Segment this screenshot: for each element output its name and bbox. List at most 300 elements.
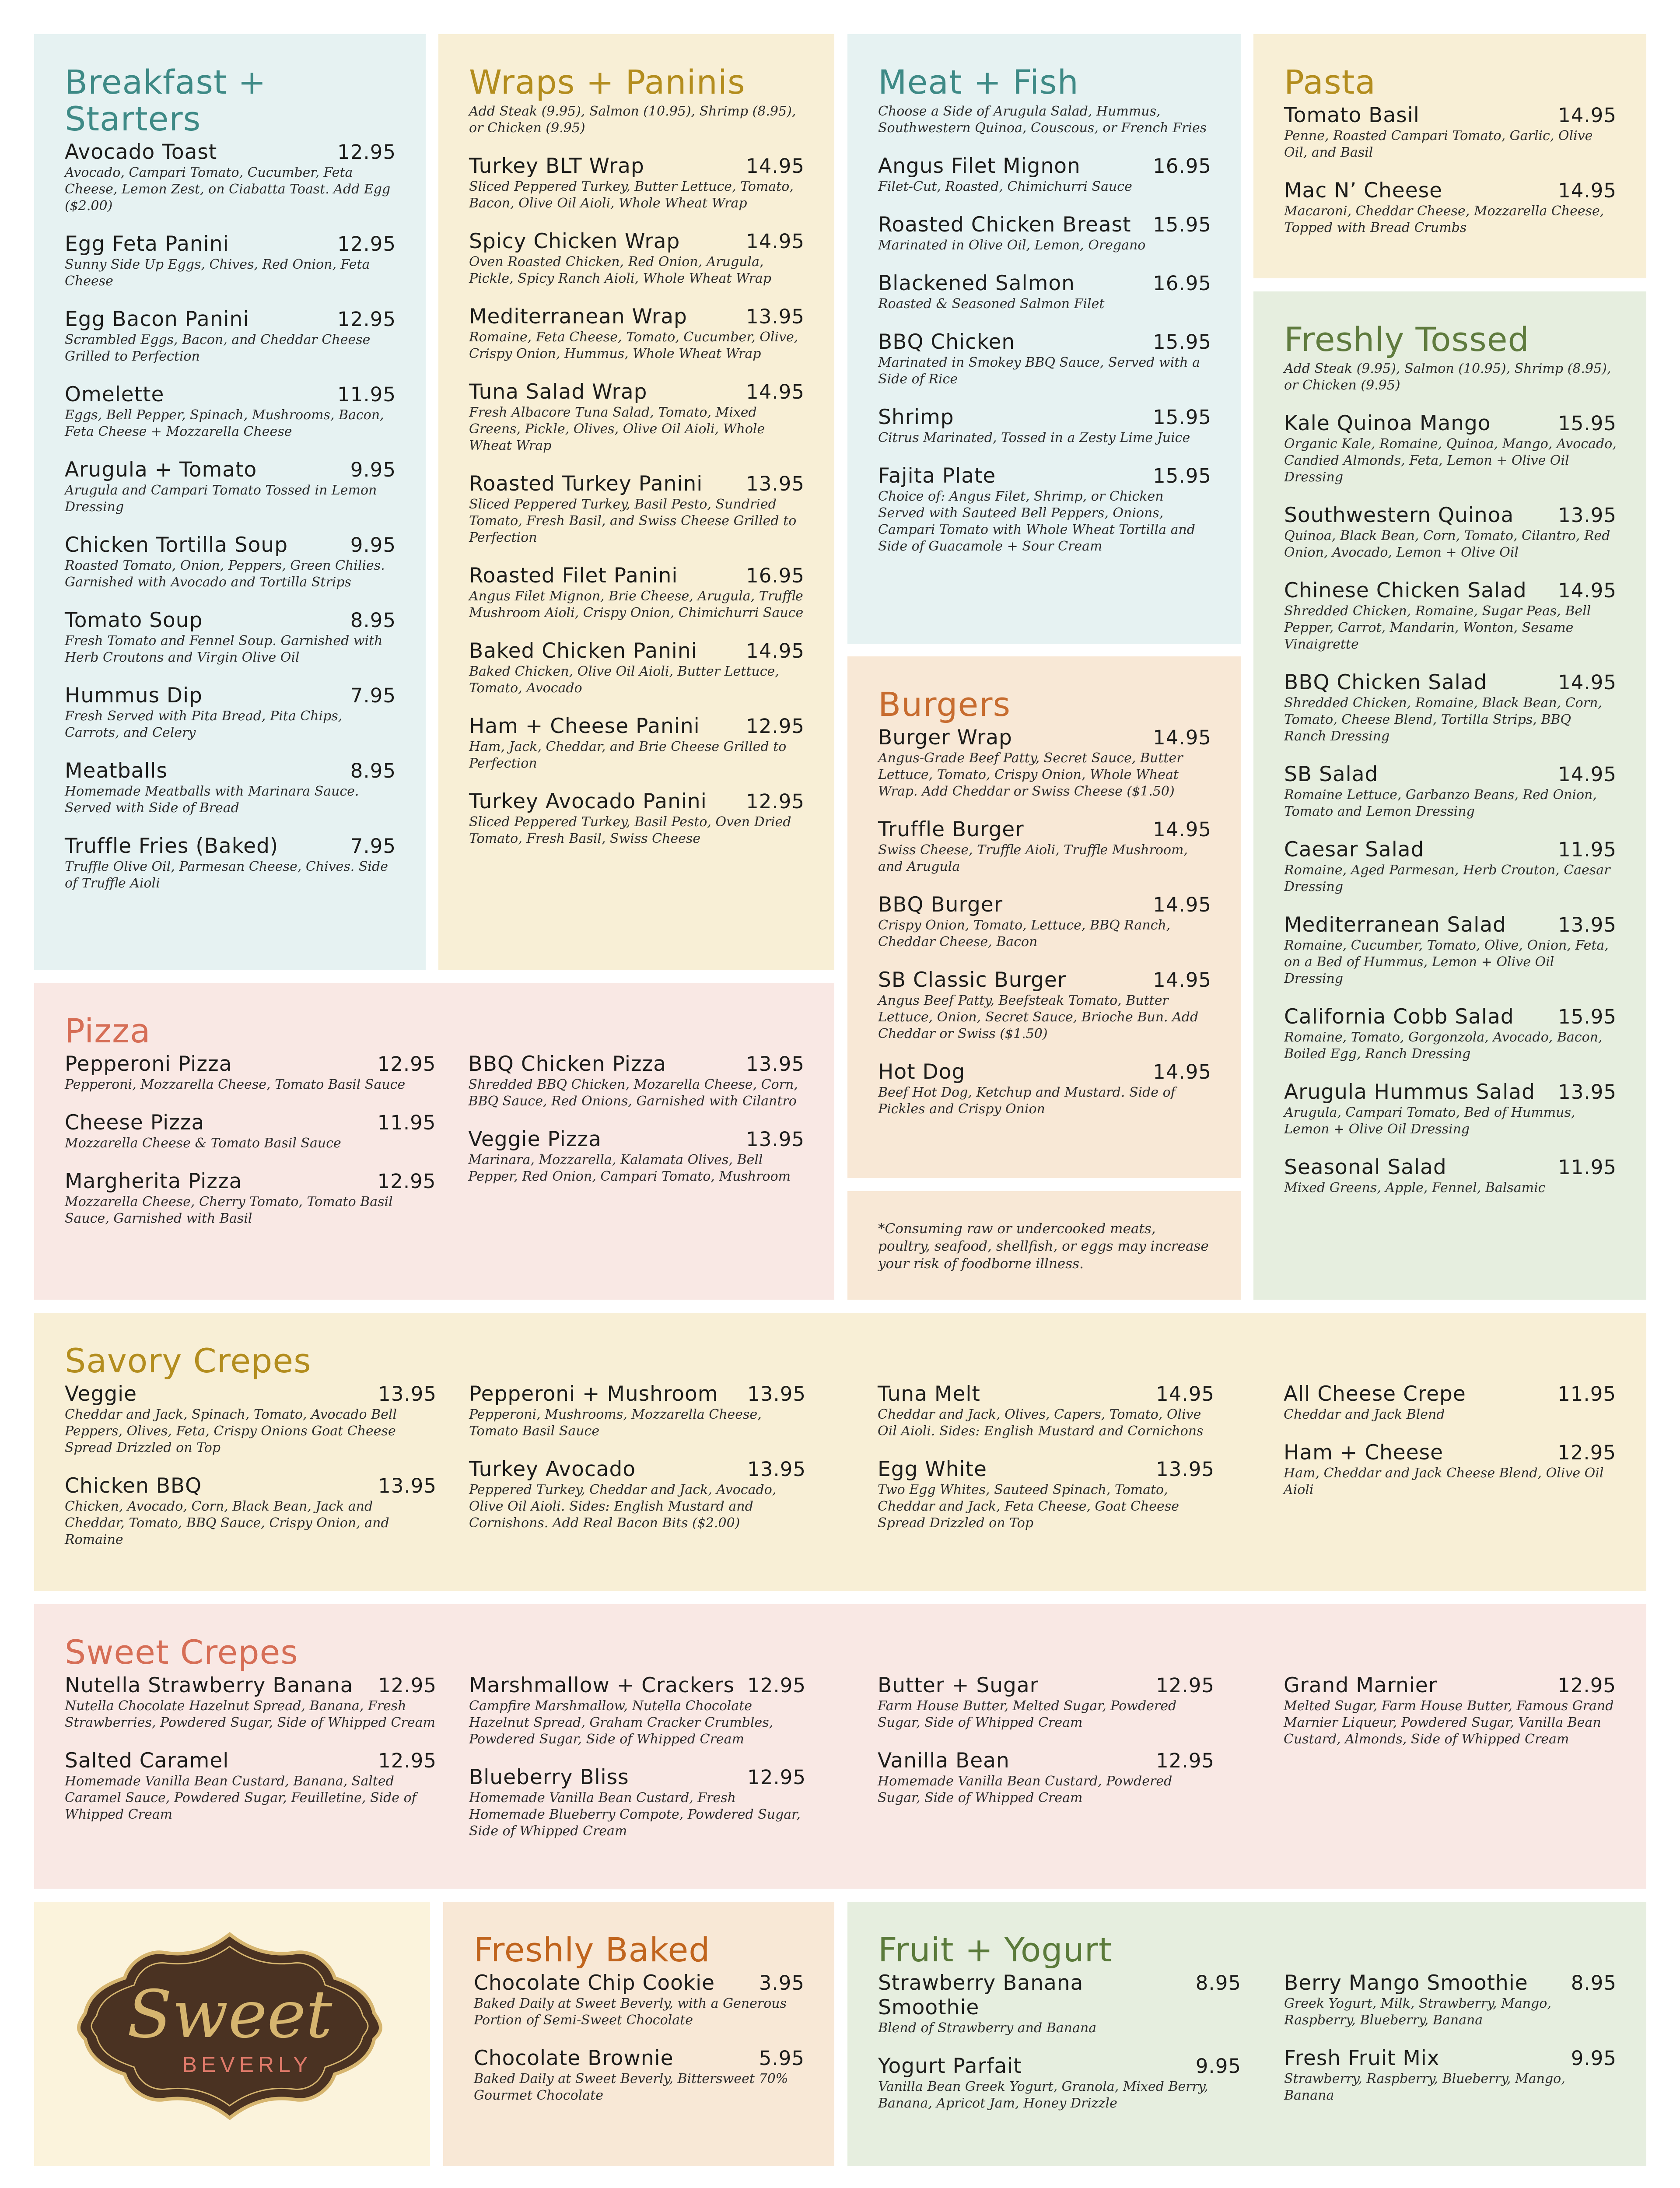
menu-item-description: Ham, Jack, Cheddar, and Brie Cheese Grilled to Perfection (469, 739, 787, 771)
menu-item-header (878, 968, 1211, 992)
menu-item (468, 1127, 805, 1185)
menu-item-header (468, 1127, 805, 1152)
menu-item (878, 2054, 1241, 2112)
menu-item-price: 12.95 (1558, 1674, 1616, 1697)
menu-item-header (878, 2054, 1241, 2079)
menu-item (1284, 579, 1617, 653)
menu-item (65, 684, 396, 741)
menu-item-description: Truffle Olive Oil, Parmesan Cheese, Chives. Side of Truffle Aioli (65, 859, 388, 891)
menu-item (65, 1382, 437, 1456)
menu-item-description: Romaine Lettuce, Garbanzo Beans, Red Onion, Tomato and Lemon Dressing (1284, 787, 1597, 819)
menu-item (878, 154, 1211, 195)
pizza-title: Pizza (65, 1011, 151, 1050)
menu-item (474, 2046, 805, 2104)
menu-item (65, 1749, 437, 1823)
menu-item-description: Nutella Chocolate Hazelnut Spread, Banana, Fresh Strawberries, Powdered Sugar, Side of Whipped Cream (65, 1698, 435, 1730)
menu-item-header (1284, 670, 1617, 695)
menu-item-description: Marinated in Smokey BBQ Sauce, Served with a Side of Rice (878, 355, 1200, 387)
menu-item-description: Cheddar and Jack Blend (1284, 1407, 1445, 1422)
menu-item-name: Omelette (65, 382, 164, 407)
menu-item-description: Mozzarella Cheese & Tomato Basil Sauce (65, 1136, 341, 1151)
menu-item-price: 12.95 (377, 1052, 436, 1076)
menu-item-description: Angus Beef Patty, Beefsteak Tomato, Butter Lettuce, Onion, Secret Sauce, Brioche Bun. Add Cheddar or Swiss ($1.50) (878, 993, 1199, 1041)
menu-item-price: 14.95 (746, 639, 805, 663)
menu-item-name: Shrimp (878, 405, 954, 429)
menu-item-name: BBQ Chicken Pizza (468, 1052, 667, 1076)
menu-item (1284, 2046, 1617, 2104)
menu-item-description: Mozzarella Cheese, Cherry Tomato, Tomato Basil Sauce, Garnished with Basil (65, 1194, 393, 1226)
menu-item-description: Beef Hot Dog, Ketchup and Mustard. Side of Pickles and Crispy Onion (878, 1085, 1176, 1117)
menu-item-price: 14.95 (1153, 1060, 1211, 1083)
menu-item-header (65, 834, 396, 859)
menu-item-price: 14.95 (1153, 968, 1211, 992)
savory-col-3 (878, 1382, 1214, 1566)
menu-item-description: Baked Daily at Sweet Beverly, Bittersweet 70% Gourmet Chocolate (474, 2071, 788, 2103)
menu-item-price: 12.95 (377, 1170, 436, 1193)
menu-item-name: Marshmallow + Crackers (469, 1673, 735, 1697)
sweet-panel (34, 1604, 1646, 1889)
menu-item (469, 1457, 806, 1532)
menu-item-description: Blend of Strawberry and Banana (878, 2020, 1097, 2036)
menu-item-header (1284, 503, 1617, 528)
menu-item-description: Sliced Peppered Turkey, Basil Pesto, Oven Dried Tomato, Fresh Basil, Swiss Cheese (469, 814, 791, 846)
menu-item (65, 1111, 436, 1152)
menu-item (1284, 1441, 1616, 1498)
menu-item-header (469, 229, 805, 254)
menu-item (65, 232, 396, 290)
menu-item (469, 305, 805, 362)
menu-item-name: SB Salad (1284, 762, 1379, 786)
menu-item-header (65, 140, 396, 165)
fruit-columns (878, 1971, 1617, 2129)
menu-item-name: California Cobb Salad (1284, 1005, 1514, 1029)
sweet-col-4 (1284, 1673, 1616, 1857)
menu-item (65, 759, 396, 817)
menu-item-header (65, 533, 396, 558)
savory-columns (65, 1382, 1617, 1566)
menu-item (878, 464, 1211, 555)
menu-item-name: Arugula + Tomato (65, 458, 257, 482)
menu-item-price: 11.95 (337, 383, 396, 406)
menu-item (1284, 103, 1617, 161)
menu-item-header (469, 305, 805, 329)
menu-item (1284, 1005, 1617, 1062)
menu-item-header (1284, 1080, 1617, 1105)
pizza-columns (65, 1052, 805, 1245)
menu-item-header (878, 271, 1211, 296)
menu-item-price: 8.95 (350, 609, 396, 632)
menu-item-description: Sliced Peppered Turkey, Butter Lettuce, Tomato, Bacon, Olive Oil Aioli, Whole Wheat Wrap (469, 179, 794, 211)
menu-item-header (65, 1673, 437, 1698)
savory-title: Savory Crepes (65, 1341, 312, 1380)
menu-item-name: Arugula Hummus Salad (1284, 1080, 1535, 1104)
menu-item (469, 789, 805, 847)
menu-item-price: 14.95 (1558, 671, 1617, 694)
menu-item-name: BBQ Burger (878, 893, 1003, 917)
menu-item (65, 533, 396, 591)
menu-item-header (878, 330, 1211, 354)
menu-item-name: Turkey Avocado Panini (469, 789, 707, 813)
menu-item (65, 1052, 436, 1093)
menu-item-name: Roasted Chicken Breast (878, 213, 1131, 237)
menu-item-name: Roasted Turkey Panini (469, 472, 703, 496)
pizza-col-left (65, 1052, 436, 1245)
menu-item-name: Chicken Tortilla Soup (65, 533, 288, 557)
menu-item-description: Filet-Cut, Roasted, Chimichurri Sauce (878, 179, 1132, 194)
menu-item-name: Chinese Chicken Salad (1284, 579, 1527, 603)
menu-item-header (1284, 913, 1617, 937)
fruit-col-2 (1284, 1971, 1617, 2129)
menu-item-header (468, 1052, 805, 1076)
menu-item-description: Arugula, Campari Tomato, Bed of Hummus, Lemon + Olive Oil Dressing (1284, 1105, 1575, 1137)
menu-item-header (1284, 1971, 1617, 1995)
breakfast-panel (34, 34, 426, 970)
savory-col-4 (1284, 1382, 1616, 1566)
menu-item-description: Sunny Side Up Eggs, Chives, Red Onion, Feta Cheese (65, 257, 370, 289)
menu-item (65, 1474, 437, 1548)
menu-item-name: Seasonal Salad (1284, 1155, 1447, 1179)
menu-item-description: Baked Daily at Sweet Beverly, with a Generous Portion of Semi-Sweet Chocolate (474, 1996, 787, 2028)
menu-item-header (469, 1765, 806, 1790)
menu-item (1284, 1155, 1617, 1196)
menu-item-name: All Cheese Crepe (1284, 1382, 1466, 1406)
menu-item-description: Quinoa, Black Bean, Corn, Tomato, Cilantro, Red Onion, Avocado, Lemon + Olive Oil (1284, 528, 1610, 560)
menu-item-header (474, 2046, 805, 2071)
menu-item (474, 1971, 805, 2029)
menu-item-description: Shredded Chicken, Romaine, Sugar Peas, Bell Pepper, Carrot, Mandarin, Wonton, Sesame Vinaigrette (1284, 603, 1591, 652)
menu-item-header (65, 232, 396, 256)
menu-item-price: 15.95 (1153, 213, 1211, 236)
menu-item-description: Eggs, Bell Pepper, Spinach, Mushrooms, Bacon, Feta Cheese + Mozzarella Cheese (65, 407, 384, 439)
menu-item-price: 15.95 (1153, 464, 1211, 487)
menu-item-price: 7.95 (350, 835, 396, 858)
menu-item-header (1284, 1673, 1616, 1698)
menu-item-price: 8.95 (1195, 1971, 1241, 1995)
menu-item (1284, 411, 1617, 486)
menu-item-price: 9.95 (1571, 2047, 1617, 2070)
menu-item-header (878, 726, 1211, 750)
menu-item-name: Margherita Pizza (65, 1169, 242, 1193)
menu-item-description: Arugula and Campari Tomato Tossed in Lemon Dressing (65, 483, 377, 515)
menu-item-name: Kale Quinoa Mango (1284, 411, 1491, 435)
menu-item-header (878, 405, 1211, 430)
menu-item-header (469, 789, 805, 814)
menu-item-name: Salted Caramel (65, 1749, 229, 1773)
menu-item-description: Romaine, Aged Parmesan, Herb Crouton, Caesar Dressing (1284, 863, 1610, 894)
menu-item-name: Egg White (878, 1457, 987, 1481)
menu-item-price: 12.95 (378, 1749, 437, 1772)
menu-item-name: Grand Marnier (1284, 1673, 1438, 1697)
menu-item-description: Roasted & Seasoned Salmon Filet (878, 296, 1105, 312)
menu-item-header (469, 1457, 806, 1482)
menu-item (878, 1749, 1214, 1806)
menu-item-name: Tuna Melt (878, 1382, 980, 1406)
menu-item-description: Oven Roasted Chicken, Red Onion, Arugula, Pickle, Spicy Ranch Aioli, Whole Wheat Wrap (469, 254, 771, 286)
menu-item-price: 14.95 (1153, 818, 1211, 841)
menu-item-price: 15.95 (1558, 1005, 1617, 1028)
menu-item-name: Vanilla Bean (878, 1749, 1010, 1773)
menu-item (878, 405, 1211, 446)
sweet-col-1 (65, 1673, 437, 1857)
menu-item-name: Veggie Pizza (468, 1127, 602, 1151)
pasta-title: Pasta (1284, 63, 1376, 102)
pasta-list (1284, 103, 1617, 236)
menu-item (1284, 762, 1617, 820)
menu-item-name: Ham + Cheese Panini (469, 714, 700, 738)
menu-item (878, 1457, 1214, 1532)
menu-item-description: Fresh Tomato and Fennel Soup. Garnished with Herb Croutons and Virgin Olive Oil (65, 633, 383, 665)
menu-item-price: 12.95 (747, 1674, 806, 1697)
menu-item (1284, 1080, 1617, 1138)
menu-item (65, 1673, 437, 1731)
menu-item (878, 1673, 1214, 1731)
menu-item-price: 13.95 (1558, 1080, 1617, 1104)
menu-item-name: BBQ Chicken (878, 330, 1015, 354)
baked-title: Freshly Baked (474, 1930, 710, 1969)
menu-item-price: 14.95 (1558, 104, 1617, 127)
menu-item-description: Peppered Turkey, Cheddar and Jack, Avocado, Olive Oil Aioli. Sides: English Mustard and Cornishons. Add Real Bacon Bits ($2.00) (469, 1482, 777, 1531)
menu-item-header (878, 154, 1211, 179)
menu-item-price: 12.95 (1156, 1674, 1214, 1697)
menu-item-header (65, 608, 396, 633)
menu-item-name: Blueberry Bliss (469, 1765, 629, 1789)
wraps-title: Wraps + Paninis (469, 63, 746, 102)
menu-item-name: Egg Feta Panini (65, 232, 229, 256)
menu-item-price: 7.95 (350, 684, 396, 707)
menu-item (469, 564, 805, 621)
menu-item-price: 11.95 (1558, 1382, 1616, 1406)
menu-item-name: Hot Dog (878, 1060, 966, 1084)
menu-item-description: Organic Kale, Romaine, Quinoa, Mango, Avocado, Candied Almonds, Feta, Lemon + Olive Oil Dressing (1284, 436, 1617, 485)
menu-item-name: Pepperoni Pizza (65, 1052, 232, 1076)
menu-item (65, 307, 396, 365)
menu-item (1284, 1971, 1617, 2029)
menu-item-price: 12.95 (747, 1766, 806, 1789)
menu-item-description: Swiss Cheese, Truffle Aioli, Truffle Mushroom, and Arugula (878, 842, 1188, 874)
menu-item-name: Truffle Fries (Baked) (65, 834, 279, 858)
menu-item (469, 229, 805, 287)
menu-item-price: 14.95 (746, 230, 805, 253)
menu-item-name: Nutella Strawberry Banana (65, 1673, 354, 1697)
menu-item-price: 13.95 (746, 305, 805, 328)
menu-item-header (1284, 838, 1617, 862)
menu-item-description: Angus-Grade Beef Patty, Secret Sauce, Butter Lettuce, Tomato, Crispy Onion, Whole Wheat Wrap. Add Cheddar or Swiss Cheese ($1.50) (878, 750, 1183, 799)
logo-emblem (68, 1925, 392, 2127)
menu-item-header (878, 464, 1211, 488)
menu-item-price: 14.95 (1153, 893, 1211, 916)
menu-item-name: Truffle Burger (878, 817, 1024, 842)
menu-item (469, 154, 805, 212)
menu-item-description: Shredded Chicken, Romaine, Black Bean, Corn, Tomato, Cheese Blend, Tortilla Strips, BBQ Ranch Dressing (1284, 695, 1602, 744)
menu-item-header (1284, 2046, 1617, 2071)
fruit-title: Fruit + Yogurt (878, 1930, 1112, 1969)
menu-item-header (469, 714, 805, 739)
menu-item-header (469, 380, 805, 404)
menu-item-description: Avocado, Campari Tomato, Cucumber, Feta Cheese, Lemon Zest, on Ciabatta Toast. Add Egg ($2.00) (65, 165, 391, 214)
menu-item-price: 14.95 (1558, 763, 1617, 786)
menu-item-price: 13.95 (746, 1052, 805, 1076)
burgers-list (878, 726, 1211, 1118)
menu-item-price: 12.95 (746, 790, 805, 813)
menu-item-header (878, 893, 1211, 917)
menu-item (1284, 503, 1617, 561)
menu-item-description: Shredded BBQ Chicken, Mozarella Cheese, Corn, BBQ Sauce, Red Onions, Garnished with Cilantro (468, 1077, 798, 1109)
menu-item-price: 12.95 (1156, 1749, 1214, 1772)
menu-item-header (1284, 1441, 1616, 1465)
menu-item-description: Citrus Marinated, Tossed in a Zesty Lime Juice (878, 430, 1190, 445)
menu-item-header (1284, 579, 1617, 603)
menu-item-description: Baked Chicken, Olive Oil Aioli, Butter Lettuce, Tomato, Avocado (469, 664, 779, 696)
meat-note: Choose a Side of Arugula Salad, Hummus, Southwestern Quinoa, Couscous, or French Fries (878, 104, 1207, 136)
breakfast-list (65, 140, 396, 892)
menu-item-name: Pepperoni + Mushroom (469, 1382, 718, 1406)
menu-item-price: 11.95 (377, 1111, 436, 1134)
fruit-col-1 (878, 1971, 1241, 2129)
menu-item-description: Mixed Greens, Apple, Fennel, Balsamic (1284, 1180, 1546, 1196)
menu-item-name: Avocado Toast (65, 140, 217, 164)
menu-item-price: 11.95 (1558, 1156, 1617, 1179)
menu-item-name: Chicken BBQ (65, 1474, 202, 1498)
menu-item-price: 14.95 (1156, 1382, 1214, 1406)
menu-item-price: 9.95 (350, 458, 396, 481)
menu-item (469, 1673, 806, 1748)
menu-item-header (878, 1971, 1241, 2020)
menu-item-price: 13.95 (1156, 1458, 1214, 1481)
baked-list (474, 1971, 805, 2104)
menu-item-header (65, 759, 396, 783)
menu-item-name: Yogurt Parfait (878, 2054, 1022, 2078)
menu-item-header (469, 472, 805, 496)
menu-item-name: Cheese Pizza (65, 1111, 205, 1135)
sweet-col-3 (878, 1673, 1214, 1857)
menu-item-header (878, 1382, 1214, 1406)
menu-item-name: Butter + Sugar (878, 1673, 1039, 1697)
menu-item-header (65, 1382, 437, 1406)
menu-item-name: Chocolate Brownie (474, 2046, 674, 2070)
menu-item-description: Greek Yogurt, Milk, Strawberry, Mango, Raspberry, Blueberry, Banana (1284, 1996, 1551, 2028)
menu-item-header (1284, 1155, 1617, 1180)
menu-item-name: Mediterranean Salad (1284, 913, 1506, 937)
menu-item-price: 11.95 (1558, 838, 1617, 861)
menu-item-name: Egg Bacon Panini (65, 307, 249, 331)
menu-item-price: 8.95 (1571, 1971, 1617, 1995)
menu-item-name: Southwestern Quinoa (1284, 503, 1514, 527)
menu-item-price: 16.95 (1153, 154, 1211, 178)
menu-item-description: Campfire Marshmallow, Nutella Chocolate Hazelnut Spread, Graham Cracker Crumbles, Powdered Sugar, Side of Whipped Cream (469, 1698, 774, 1747)
menu-item-header (65, 1474, 437, 1498)
menu-item (65, 1169, 436, 1227)
menu-item-header (1284, 179, 1617, 203)
menu-item (1284, 1382, 1616, 1423)
menu-item-description: Homemade Meatballs with Marinara Sauce. Served with Side of Bread (65, 784, 359, 816)
menu-item (469, 639, 805, 697)
menu-item-price: 14.95 (746, 380, 805, 403)
sweet-col-2 (469, 1673, 806, 1857)
menu-item-header (1284, 762, 1617, 787)
menu-item-description: Cheddar and Jack, Spinach, Tomato, Avocado Bell Peppers, Olives, Feta, Crispy Onions Goat Cheese Spread Drizzled on Top (65, 1407, 397, 1455)
menu-item-price: 12.95 (378, 1674, 437, 1697)
menu-item-description: Pepperoni, Mozzarella Cheese, Tomato Basil Sauce (65, 1077, 406, 1092)
menu-item-header (469, 1382, 806, 1406)
savory-col-1 (65, 1382, 437, 1566)
menu-item-description: Marinara, Mozzarella, Kalamata Olives, Bell Pepper, Red Onion, Campari Tomato, Mushroom (468, 1152, 791, 1184)
menu-item-description: Fresh Albacore Tuna Salad, Tomato, Mixed Greens, Pickle, Olives, Olive Oil Aioli, Whole Wheat Wrap (469, 405, 765, 453)
menu-item-name: Blackened Salmon (878, 271, 1075, 295)
menu-item-name: Burger Wrap (878, 726, 1012, 750)
savory-panel (34, 1313, 1646, 1591)
wraps-list (469, 154, 805, 847)
logo-script-text: Sweet (127, 1977, 332, 2053)
menu-item (878, 893, 1211, 950)
menu-item-description: Sliced Peppered Turkey, Basil Pesto, Sundried Tomato, Fresh Basil, and Swiss Cheese Grilled to Perfection (469, 497, 797, 545)
menu-item-description: Cheddar and Jack, Olives, Capers, Tomato, Olive Oil Aioli. Sides: English Mustard and Cornichons (878, 1407, 1204, 1439)
menu-item-price: 12.95 (337, 140, 396, 164)
menu-item-price: 3.95 (759, 1971, 805, 1995)
menu-item-description: Strawberry, Raspberry, Blueberry, Mango, Banana (1284, 2071, 1565, 2103)
menu-item (468, 1052, 805, 1110)
menu-item-price: 15.95 (1153, 330, 1211, 354)
menu-item-description: Roasted Tomato, Onion, Peppers, Green Chilies. Garnished with Avocado and Tortilla Strips (65, 558, 385, 590)
menu-item-header (474, 1971, 805, 1995)
menu-item-header (878, 1060, 1211, 1084)
menu-item-name: Turkey Avocado (469, 1457, 636, 1481)
menu-item-price: 15.95 (1153, 406, 1211, 429)
menu-item-header (65, 1749, 437, 1773)
menu-item-name: Roasted Filet Panini (469, 564, 678, 588)
tossed-panel (1253, 291, 1646, 1300)
menu-item-header (1284, 1005, 1617, 1029)
sweet-beverly-logo (68, 1925, 392, 2127)
menu-item-name: Tuna Salad Wrap (469, 380, 648, 404)
menu-item (469, 380, 805, 454)
menu-item-description: Penne, Roasted Campari Tomato, Garlic, Olive Oil, and Basil (1284, 128, 1593, 160)
menu-item-price: 13.95 (1558, 913, 1617, 936)
menu-item-description: Romaine, Cucumber, Tomato, Olive, Onion, Feta, on a Bed of Hummus, Lemon + Olive Oil Dressing (1284, 938, 1609, 986)
menu-item (878, 330, 1211, 388)
disclaimer-panel (847, 1191, 1241, 1300)
menu-item-header (1284, 411, 1617, 436)
menu-item-header (878, 817, 1211, 842)
menu-item-name: SB Classic Burger (878, 968, 1067, 992)
menu-item-price: 16.95 (1153, 272, 1211, 295)
menu-item-description: Homemade Vanilla Bean Custard, Powdered Sugar, Side of Whipped Cream (878, 1774, 1172, 1806)
menu-item-description: Farm House Butter, Melted Sugar, Powdered Sugar, Side of Whipped Cream (878, 1698, 1177, 1730)
meat-panel (847, 34, 1241, 644)
menu-item (469, 714, 805, 772)
menu-item-price: 12.95 (337, 232, 396, 256)
menu-item (469, 1765, 806, 1840)
menu-item (1284, 1673, 1616, 1748)
menu-item (878, 726, 1211, 800)
menu-item-name: Caesar Salad (1284, 838, 1424, 862)
menu-item-description: Melted Sugar, Farm House Butter, Famous Grand Marnier Liqueur, Powdered Sugar, Vanilla Bean Custard, Almonds, Side of Whipped Cream (1284, 1698, 1614, 1747)
menu-item-description: Choice of: Angus Filet, Shrimp, or Chicken Served with Sauteed Bell Peppers, Onions, Campari Tomato with Whole Wheat Tortilla and Side of Guacamole + Sour Cream (878, 489, 1196, 554)
menu-item-price: 8.95 (350, 759, 396, 782)
pizza-panel (34, 983, 834, 1300)
wraps-note: Add Steak (9.95), Salmon (10.95), Shrimp (8.95), or Chicken (9.95) (469, 104, 796, 136)
menu-item-description: Crispy Onion, Tomato, Lettuce, BBQ Ranch, Cheddar Cheese, Bacon (878, 918, 1171, 950)
menu-item (878, 1060, 1211, 1118)
menu-item-price: 14.95 (746, 154, 805, 178)
menu-item-name: Veggie (65, 1382, 137, 1406)
menu-item-price: 13.95 (747, 1458, 806, 1481)
menu-item-price: 14.95 (1558, 179, 1617, 202)
menu-item-name: Turkey BLT Wrap (469, 154, 644, 178)
logo-word-text: BEVERLY (182, 2052, 312, 2077)
menu-item-description: Chicken, Avocado, Corn, Black Bean, Jack and Cheddar, Tomato, BBQ Sauce, Crispy Onion, and Romaine (65, 1499, 389, 1547)
disclaimer-text: *Consuming raw or undercooked meats, poultry, seafood, shellfish, or eggs may increase your risk of foodborne illness. (878, 1221, 1209, 1272)
menu-item-name: Spicy Chicken Wrap (469, 229, 680, 253)
